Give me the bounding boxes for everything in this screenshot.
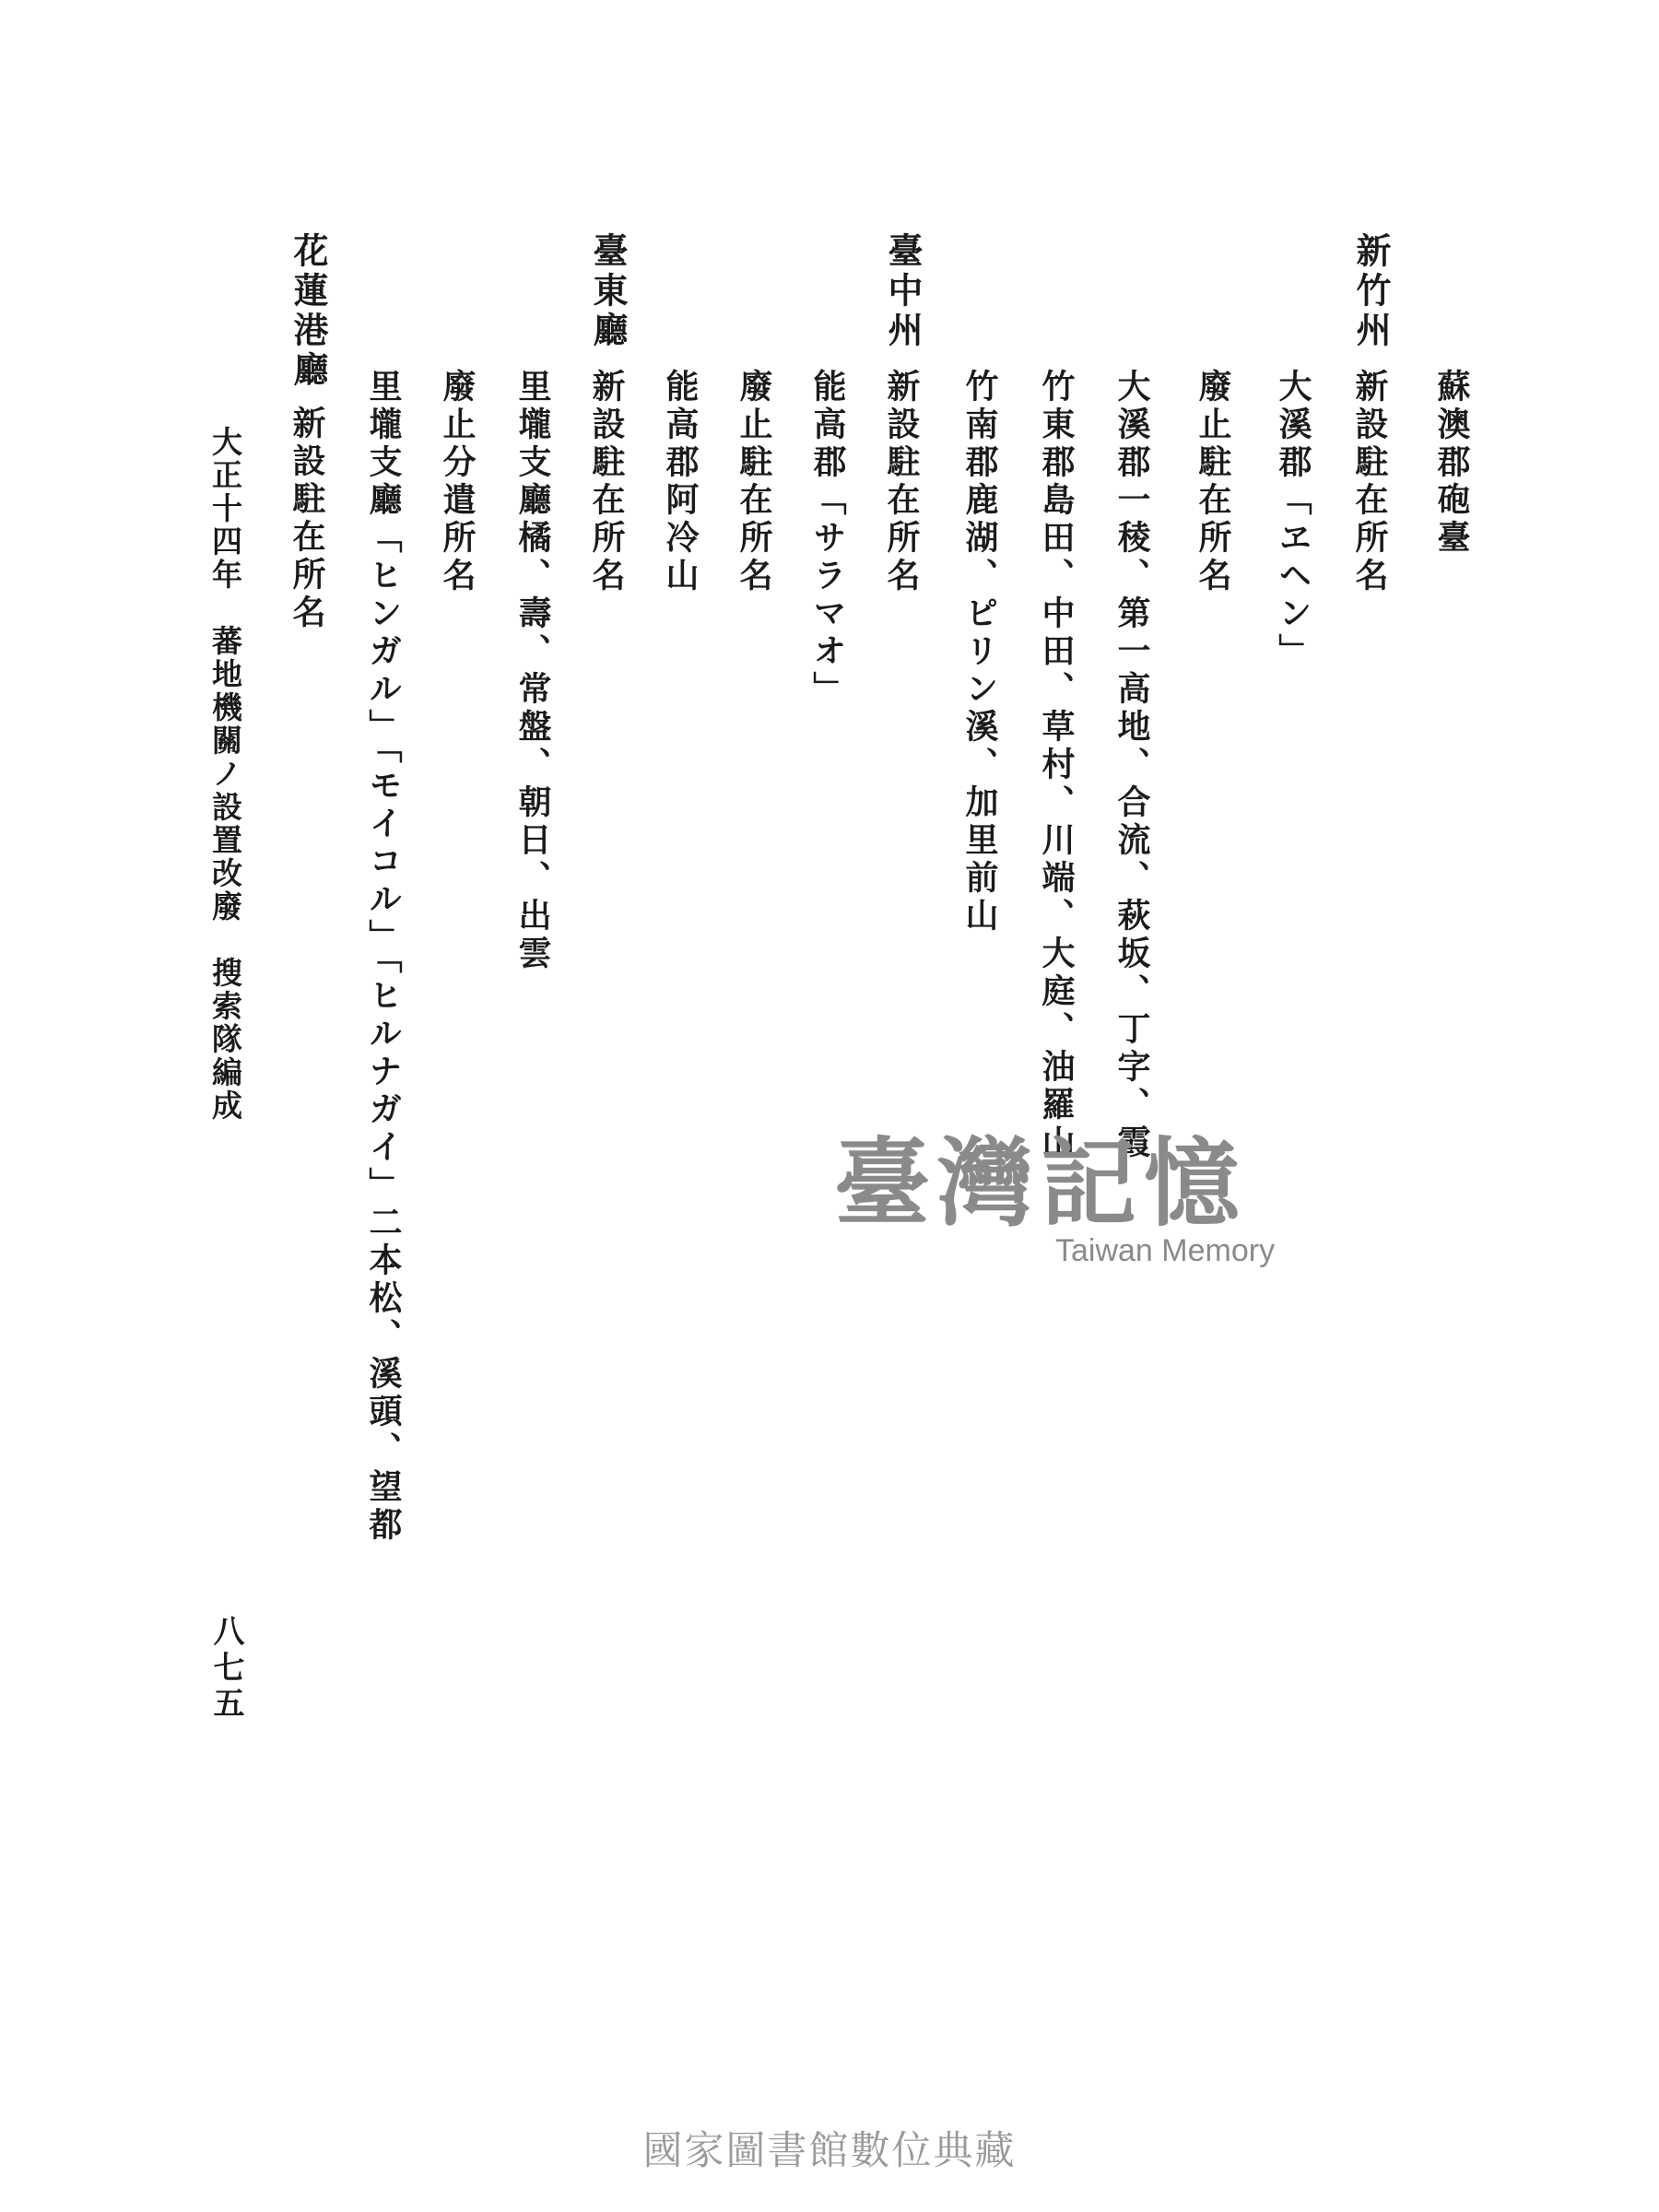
text-column-new-stations-taitung: 新設駐在所名 <box>587 369 626 595</box>
text-column-abolished-taichung: 廢止駐在所名 <box>735 369 773 595</box>
watermark <box>834 1106 1313 1290</box>
watermark-chinese: 臺灣記憶 <box>834 1126 1248 1240</box>
text-column-nenggao-alengshan: 能高郡阿冷山 <box>661 369 700 595</box>
footer-archive-label: 國家圖書館數位典藏 <box>642 2128 1017 2174</box>
text-column-daxi-list: 大溪郡一稜、第一高地、合流、萩坂、丁字、霞 <box>1112 369 1151 1162</box>
text-column-zhunan-list: 竹南郡鹿湖、ピリン溪、加里前山 <box>960 369 999 935</box>
text-column-new-stations-taichung: 新設駐在所名 <box>882 369 921 595</box>
text-column-lilong-outposts: 里壠支廳「ヒンガル」「モイコル」「ヒルナガイ」二本松、溪頭、望都 <box>364 369 403 1545</box>
text-column-sochiao-battery: 蘇澳郡砲臺 <box>1432 369 1471 558</box>
heading-taichung: 臺中州 <box>882 232 924 351</box>
watermark-english: Taiwan Memory <box>1055 1233 1276 1268</box>
text-column-daxi-ehen: 大溪郡「ヱヘン」 <box>1274 369 1312 671</box>
text-column-abolished-outposts: 廢止分遣所名 <box>438 369 477 595</box>
text-column-new-stations-hualien: 新設駐在所名 <box>288 406 326 632</box>
heading-hualien: 花蓮港廳 <box>288 232 329 391</box>
heading-taitung: 臺東廳 <box>587 232 629 351</box>
text-column-new-stations: 新設駐在所名 <box>1350 369 1389 595</box>
text-column-abolished-stations: 廢止駐在所名 <box>1194 369 1232 595</box>
running-head: 大正十四年 蕃地機關ノ設置改廢 搜索隊編成 <box>207 426 243 1123</box>
page-number: 八七五 <box>207 1615 244 1723</box>
text-column-zhudong-list: 竹東郡島田、中田、草村、川端、大庭、油羅山 <box>1037 369 1076 1162</box>
text-column-lilong-list: 里壠支廳橘、壽、常盤、朝日、出雲 <box>513 369 552 973</box>
heading-hsinchu: 新竹州 <box>1350 232 1392 351</box>
text-column-nenggao-saramao: 能高郡「サラマオ」 <box>808 369 847 709</box>
